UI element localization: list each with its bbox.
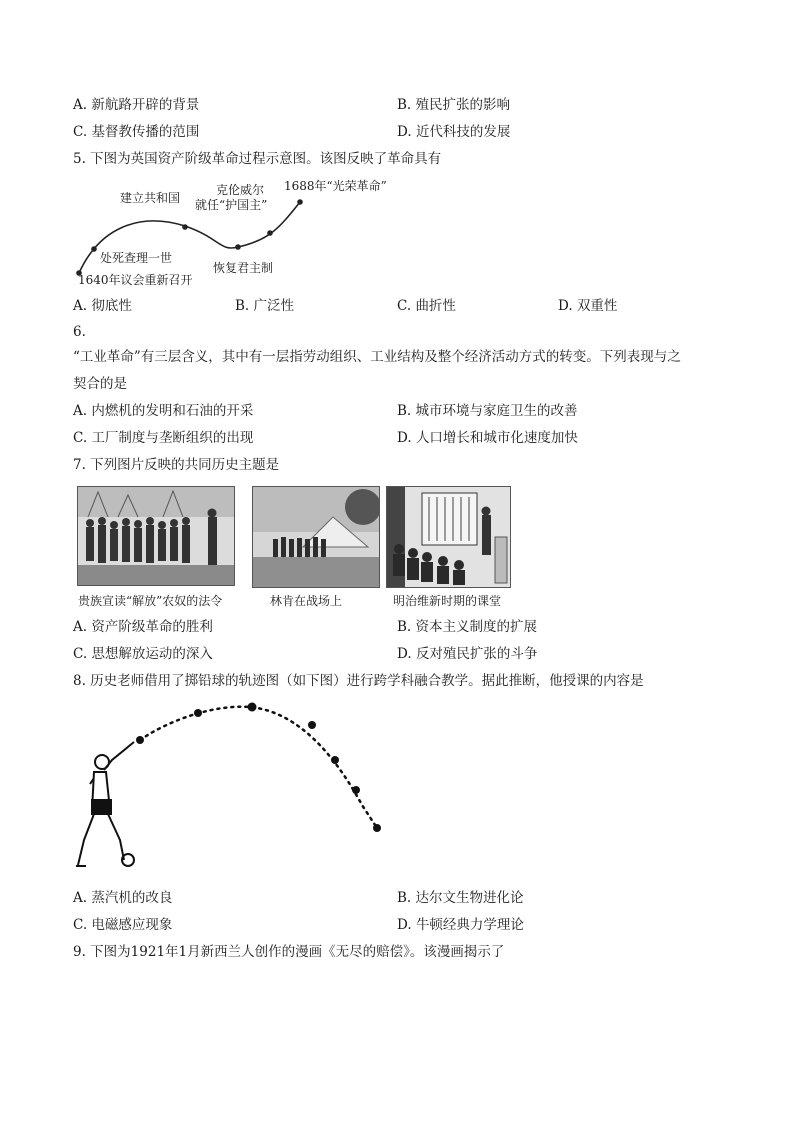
label-cromwell-1: 克伦威尔 [216,183,265,197]
label-1688: 1688年“光荣革命” [284,179,387,193]
q6-option-d: D. 人口增长和城市化速度加快 [397,430,578,446]
label-execution: 处死查理一世 [100,251,173,265]
q6-stem-line2: 契合的是 [73,376,127,392]
q6-option-b: B. 城市环境与家庭卫生的改善 [397,403,578,419]
diagram-point-cromwell [267,230,273,236]
q7-stem: 7. 下列图片反映的共同历史主题是 [73,457,280,473]
q5-stem: 5. 下图为英国资产阶级革命过程示意图。该图反映了革命具有 [73,151,442,167]
q8-option-d: D. 牛顿经典力学理论 [397,917,524,933]
q7-option-d: D. 反对殖民扩张的斗争 [397,646,538,662]
label-republic: 建立共和国 [120,191,181,205]
q5-option-c: C. 曲折性 [397,298,456,314]
caption-serf-emancipation: 贵族宣读“解放”农奴的法令 [78,594,223,608]
q4-option-a: A. 新航路开辟的背景 [73,97,200,113]
image-meiji-classroom [386,486,511,588]
diagram-point-republic [182,224,188,230]
q4-option-c: C. 基督教传播的范围 [73,124,200,140]
q8-option-b: B. 达尔文生物进化论 [397,890,524,906]
q4-option-b: B. 殖民扩张的影响 [397,97,511,113]
q8-option-c: C. 电磁感应现象 [73,917,173,933]
q8-stem: 8. 历史老师借用了掷铅球的轨迹图（如下图）进行跨学科融合教学。据此推断，他授课的内容是 [73,673,644,689]
label-1640: 1640年议会重新召开 [78,273,193,287]
image-serf-emancipation [77,486,235,586]
q5-option-d: D. 双重性 [558,298,618,314]
diagram-point-execution [91,246,97,252]
q4-option-d: D. 近代科技的发展 [397,124,511,140]
q6-option-a: A. 内燃机的发明和石油的开采 [73,403,254,419]
q7-option-b: B. 资本主义制度的扩展 [397,619,538,635]
label-cromwell-2: 就任“护国主” [195,198,268,212]
caption-lincoln: 林肯在战场上 [270,594,343,608]
q5-option-b: B. 广泛性 [235,298,295,314]
diagram-point-1688 [297,199,303,205]
athlete-figure [76,742,134,866]
q6-number: 6. [73,324,86,340]
q9-stem: 9. 下图为1921年1月新西兰人创作的漫画《无尽的赔偿》。该漫画揭示了 [73,944,505,960]
q6-stem-line1: “工业革命”有三层含义，其中有一层指劳动组织、工业结构及整个经济活动方式的转变。下列表现与之 [73,349,681,365]
q6-option-c: C. 工厂制度与垄断组织的出现 [73,430,254,446]
q5-revolution-diagram [70,172,410,290]
shot-put-trajectory-figure [72,700,392,880]
q7-option-c: C. 思想解放运动的深入 [73,646,213,662]
label-restoration: 恢复君主制 [213,261,274,275]
q5-option-a: A. 彻底性 [73,298,132,314]
image-lincoln-battlefield [252,486,380,588]
diagram-point-restoration [235,244,241,250]
q7-option-a: A. 资产阶级革命的胜利 [73,619,213,635]
caption-meiji: 明治维新时期的课堂 [393,594,502,608]
q8-option-a: A. 蒸汽机的改良 [73,890,173,906]
